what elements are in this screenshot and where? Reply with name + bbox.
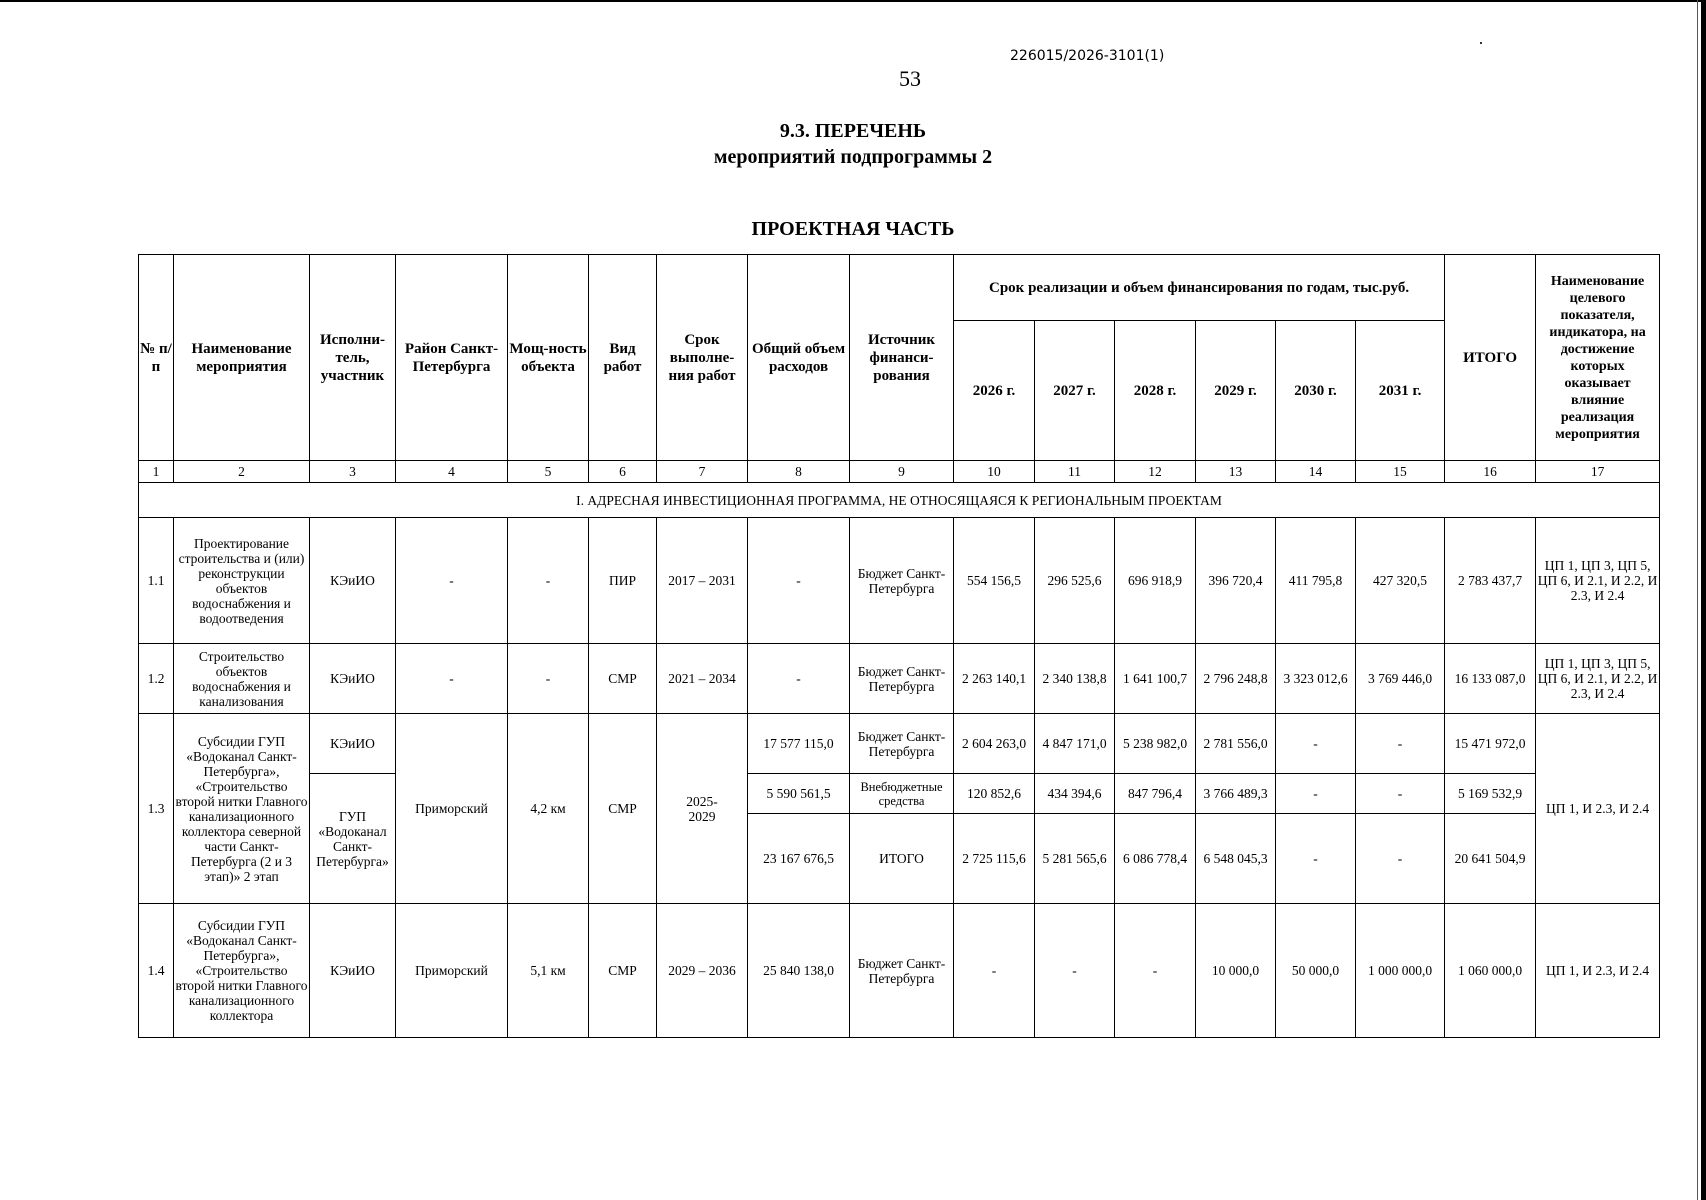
cell-total: 23 167 676,5 [748,814,850,904]
cell-itogo: 16 133 087,0 [1445,644,1536,714]
cell-capacity: - [508,644,589,714]
header-year-2027: 2027 г. [1035,321,1115,461]
cell-source: Бюджет Санкт-Петербурга [850,644,954,714]
cell-term-text: 2025-2029 [686,793,718,824]
cell-2026: - [954,904,1035,1038]
cell-2026: 2 263 140,1 [954,644,1035,714]
cell-term: 2029 – 2036 [657,904,748,1038]
column-number: 2 [174,461,310,483]
document-number: 226015/2026-3101(1) [1010,48,1165,64]
cell-2029: 3 766 489,3 [1196,774,1276,814]
cell-executor: КЭиИО [310,714,396,774]
cell-capacity: 5,1 км [508,904,589,1038]
column-number: 17 [1536,461,1660,483]
column-number: 4 [396,461,508,483]
header-year-2029: 2029 г. [1196,321,1276,461]
table-row [139,644,1660,714]
table-row [139,904,1660,1038]
cell-total: 25 840 138,0 [748,904,850,1038]
scan-speck [1480,42,1482,44]
table-row [139,518,1660,644]
cell-work-type: СМР [589,644,657,714]
cell-2029: 396 720,4 [1196,518,1276,644]
document-title: 9.3. ПЕРЕЧЕНЬ [779,120,927,142]
cell-itogo: 2 783 437,7 [1445,518,1536,644]
column-number: 14 [1276,461,1356,483]
cell-no: 1.1 [139,518,174,644]
cell-itogo: 20 641 504,9 [1445,814,1536,904]
cell-source: Бюджет Санкт-Петербурга [850,518,954,644]
table-row [139,714,1660,774]
cell-executor: КЭиИО [310,518,396,644]
cell-work-type: СМР [589,714,657,904]
cell-source: Бюджет Санкт-Петербурга [850,904,954,1038]
column-number: 7 [657,461,748,483]
cell-indicator: ЦП 1, И 2.3, И 2.4 [1536,904,1660,1038]
header-indicator: Наименование целевого показателя, индикатора, на достижение которых оказывает влияние реализация мероприятия [1536,255,1660,461]
cell-2031: - [1356,814,1445,904]
column-number: 8 [748,461,850,483]
cell-2027: 4 847 171,0 [1035,714,1115,774]
cell-no: 1.3 [139,714,174,904]
cell-2031: 1 000 000,0 [1356,904,1445,1038]
header-executor: Исполни-тель, участник [310,255,396,461]
table-row [139,774,1660,814]
cell-2030: 3 323 012,6 [1276,644,1356,714]
cell-2028: - [1115,904,1196,1038]
measures-table [138,254,1660,1038]
cell-district: - [396,518,508,644]
cell-2030: 50 000,0 [1276,904,1356,1038]
column-number: 12 [1115,461,1196,483]
cell-2029: 2 796 248,8 [1196,644,1276,714]
cell-2027: 296 525,6 [1035,518,1115,644]
section-title: ПРОЕКТНАЯ ЧАСТЬ [751,218,955,240]
header-source: Источник финанси-рования [850,255,954,461]
cell-term: 2021 – 2034 [657,644,748,714]
column-number: 1 [139,461,174,483]
cell-executor: КЭиИО [310,904,396,1038]
scan-border-right [1701,0,1706,1200]
cell-total: - [748,518,850,644]
cell-name: Строительство объектов водоснабжения и канализования [174,644,310,714]
header-year-2026: 2026 г. [954,321,1035,461]
cell-2030: - [1276,774,1356,814]
cell-executor: ГУП «Водоканал Санкт-Петербурга» [310,774,396,904]
section-row [139,483,1660,518]
scan-border-right-inner [1697,0,1698,1200]
cell-2031: 3 769 446,0 [1356,644,1445,714]
cell-term [657,714,748,904]
cell-2029: 6 548 045,3 [1196,814,1276,904]
page-number: 53 [899,66,921,91]
cell-source: Внебюджетные средства [850,774,954,814]
column-number: 16 [1445,461,1536,483]
cell-name: Проектирование строительства и (или) реконструкции объектов водоснабжения и водоотведения [174,518,310,644]
cell-2026: 554 156,5 [954,518,1035,644]
column-number: 15 [1356,461,1445,483]
cell-itogo: 1 060 000,0 [1445,904,1536,1038]
column-number: 5 [508,461,589,483]
header-itogo: ИТОГО [1445,255,1536,461]
cell-2028: 1 641 100,7 [1115,644,1196,714]
cell-2027: - [1035,904,1115,1038]
header-no: № п/п [139,255,174,461]
scan-border-top [0,0,1706,2]
cell-2028: 696 918,9 [1115,518,1196,644]
column-number: 10 [954,461,1035,483]
cell-2030: - [1276,814,1356,904]
cell-2030: 411 795,8 [1276,518,1356,644]
cell-2031: - [1356,774,1445,814]
cell-source: ИТОГО [850,814,954,904]
cell-term: 2017 – 2031 [657,518,748,644]
cell-no: 1.2 [139,644,174,714]
cell-2026: 120 852,6 [954,774,1035,814]
cell-2031: 427 320,5 [1356,518,1445,644]
cell-2029: 10 000,0 [1196,904,1276,1038]
header-year-2030: 2030 г. [1276,321,1356,461]
cell-indicator: ЦП 1, ЦП 3, ЦП 5, ЦП 6, И 2.1, И 2.2, И 2.3, И 2.4 [1536,518,1660,644]
header-district: Район Санкт-Петербурга [396,255,508,461]
column-number: 11 [1035,461,1115,483]
header-term: Срок выполне-ния работ [657,255,748,461]
cell-capacity: 4,2 км [508,714,589,904]
cell-2026: 2 725 115,6 [954,814,1035,904]
cell-district: - [396,644,508,714]
cell-total: 17 577 115,0 [748,714,850,774]
cell-district: Приморский [396,904,508,1038]
header-capacity: Мощ-ность объекта [508,255,589,461]
cell-name: Субсидии ГУП «Водоканал Санкт-Петербурга», «Строительство второй нитки Главного канализационного коллектора северной части Санкт-Петербурга (2 и 3 этап)» 2 этап [174,714,310,904]
header-year-2028: 2028 г. [1115,321,1196,461]
column-number: 3 [310,461,396,483]
header-total-cost: Общий объем расходов [748,255,850,461]
cell-itogo: 5 169 532,9 [1445,774,1536,814]
cell-2027: 434 394,6 [1035,774,1115,814]
column-number: 13 [1196,461,1276,483]
cell-2028: 847 796,4 [1115,774,1196,814]
header-work-type: Вид работ [589,255,657,461]
cell-indicator: ЦП 1, ЦП 3, ЦП 5, ЦП 6, И 2.1, И 2.2, И 2.3, И 2.4 [1536,644,1660,714]
header-period-group: Срок реализации и объем финансирования по годам, тыс.руб. [954,255,1445,321]
cell-2027: 2 340 138,8 [1035,644,1115,714]
cell-name: Субсидии ГУП «Водоканал Санкт-Петербурга», «Строительство второй нитки Главного канализационного коллектора [174,904,310,1038]
cell-capacity: - [508,518,589,644]
cell-itogo: 15 471 972,0 [1445,714,1536,774]
section-heading: I. АДРЕСНАЯ ИНВЕСТИЦИОННАЯ ПРОГРАММА, НЕ ОТНОСЯЩАЯСЯ К РЕГИОНАЛЬНЫМ ПРОЕКТАМ [139,483,1660,518]
cell-executor: КЭиИО [310,644,396,714]
cell-2028: 5 238 982,0 [1115,714,1196,774]
cell-2029: 2 781 556,0 [1196,714,1276,774]
cell-work-type: СМР [589,904,657,1038]
cell-2026: 2 604 263,0 [954,714,1035,774]
cell-2028: 6 086 778,4 [1115,814,1196,904]
cell-indicator: ЦП 1, И 2.3, И 2.4 [1536,714,1660,904]
header-year-2031: 2031 г. [1356,321,1445,461]
header-name: Наименование мероприятия [174,255,310,461]
cell-total: 5 590 561,5 [748,774,850,814]
cell-2027: 5 281 565,6 [1035,814,1115,904]
cell-total: - [748,644,850,714]
cell-2031: - [1356,714,1445,774]
cell-2030: - [1276,714,1356,774]
document-subtitle: мероприятий подпрограммы 2 [713,146,993,168]
cell-district: Приморский [396,714,508,904]
cell-no: 1.4 [139,904,174,1038]
column-number: 6 [589,461,657,483]
column-number-row [139,461,1660,483]
cell-source: Бюджет Санкт-Петербурга [850,714,954,774]
cell-work-type: ПИР [589,518,657,644]
column-number: 9 [850,461,954,483]
